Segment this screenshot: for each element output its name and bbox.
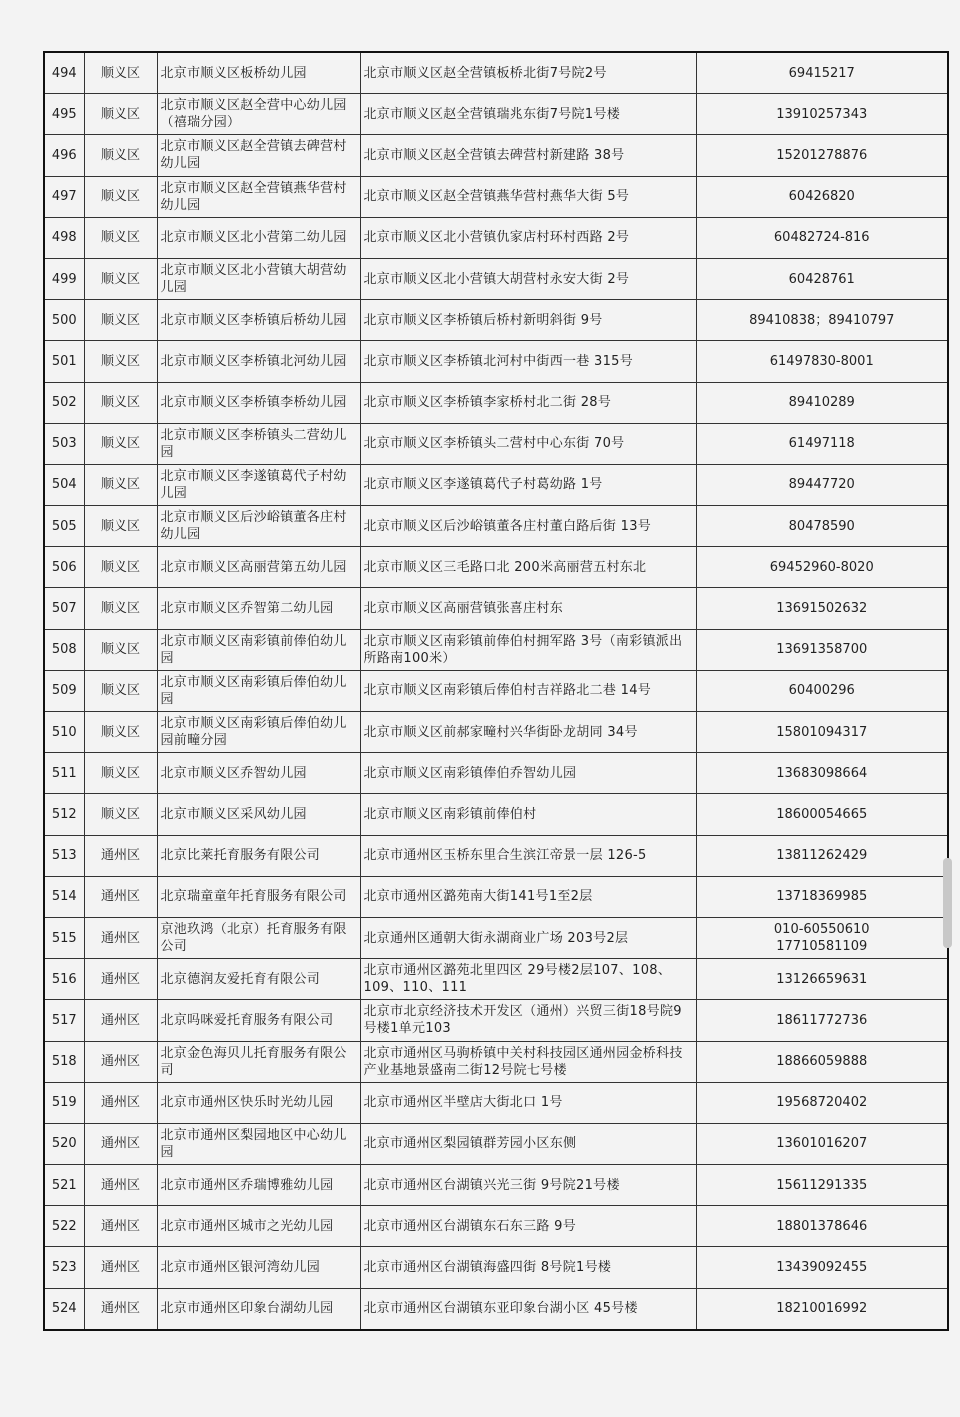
district-cell: 通州区 bbox=[84, 1041, 157, 1082]
phone-cell bbox=[696, 1123, 948, 1164]
phone-cell bbox=[696, 1288, 948, 1330]
phone-cell bbox=[696, 1000, 948, 1041]
phone-cell bbox=[696, 712, 948, 753]
district-cell: 通州区 bbox=[84, 835, 157, 876]
phone-number: 80478590 bbox=[788, 518, 855, 534]
phone-number: 010-60550610 bbox=[773, 922, 870, 938]
phone-number: 17710581109 bbox=[776, 939, 868, 955]
district-cell: 通州区 bbox=[84, 1288, 157, 1330]
phone-number: 15801094317 bbox=[776, 724, 868, 740]
address-cell: 北京市顺义区北小营镇仇家店村环村西路 2号 bbox=[360, 217, 696, 258]
phone-cell bbox=[696, 52, 948, 94]
phone-number: 15201278876 bbox=[776, 147, 868, 163]
table-row bbox=[44, 1206, 948, 1247]
row-number: 508 bbox=[44, 629, 84, 670]
kindergarten-name-cell: 北京市通州区城市之光幼儿园 bbox=[157, 1206, 360, 1247]
row-number: 498 bbox=[44, 217, 84, 258]
row-number: 501 bbox=[44, 341, 84, 382]
address-cell: 北京市顺义区李桥镇后桥村新明斜街 9号 bbox=[360, 300, 696, 341]
district-cell: 顺义区 bbox=[84, 382, 157, 423]
kindergarten-name-cell: 北京金色海贝儿托育服务有限公司 bbox=[157, 1041, 360, 1082]
kindergarten-name-cell: 北京市顺义区赵全营镇燕华营村幼儿园 bbox=[157, 176, 360, 217]
address-cell: 北京市通州区梨园镇群芳园小区东侧 bbox=[360, 1123, 696, 1164]
phone-cell bbox=[696, 753, 948, 794]
phone-number: 89410289 bbox=[788, 395, 855, 411]
row-number: 505 bbox=[44, 506, 84, 547]
kindergarten-name-cell: 北京市顺义区采风幼儿园 bbox=[157, 794, 360, 835]
district-cell: 通州区 bbox=[84, 917, 157, 958]
kindergarten-name-cell: 北京市顺义区乔智幼儿园 bbox=[157, 753, 360, 794]
kindergarten-name-cell: 北京市顺义区高丽营第五幼儿园 bbox=[157, 547, 360, 588]
kindergarten-name-cell: 北京市顺义区板桥幼儿园 bbox=[157, 52, 360, 94]
phone-number: 19568720402 bbox=[776, 1095, 868, 1111]
district-cell: 顺义区 bbox=[84, 423, 157, 464]
address-cell: 北京市通州区半壁店大街北口 1号 bbox=[360, 1082, 696, 1123]
kindergarten-name-cell: 北京市顺义区南彩镇后俸伯幼儿园 bbox=[157, 670, 360, 711]
kindergarten-name-cell: 北京市顺义区李遂镇葛代子村幼儿园 bbox=[157, 464, 360, 505]
phone-cell bbox=[696, 464, 948, 505]
table-row bbox=[44, 300, 948, 341]
phone-cell bbox=[696, 917, 948, 958]
table-row bbox=[44, 670, 948, 711]
row-number: 497 bbox=[44, 176, 84, 217]
phone-cell bbox=[696, 94, 948, 135]
phone-number: 13439092455 bbox=[776, 1260, 868, 1276]
phone-number: 61497830-8001 bbox=[769, 353, 874, 369]
row-number: 523 bbox=[44, 1247, 84, 1288]
district-cell: 顺义区 bbox=[84, 588, 157, 629]
district-cell: 顺义区 bbox=[84, 547, 157, 588]
phone-cell bbox=[696, 258, 948, 299]
kindergarten-name-cell: 北京市顺义区南彩镇前俸伯幼儿园 bbox=[157, 629, 360, 670]
table-row bbox=[44, 423, 948, 464]
phone-number: 60482724-816 bbox=[773, 230, 870, 246]
phone-number: 13683098664 bbox=[776, 765, 868, 781]
row-number: 509 bbox=[44, 670, 84, 711]
address-cell: 北京市通州区玉桥东里合生滨江帝景一层 126-5 bbox=[360, 835, 696, 876]
row-number: 502 bbox=[44, 382, 84, 423]
district-cell: 顺义区 bbox=[84, 217, 157, 258]
table-row bbox=[44, 217, 948, 258]
district-cell: 通州区 bbox=[84, 1206, 157, 1247]
address-cell: 北京市顺义区高丽营镇张喜庄村东 bbox=[360, 588, 696, 629]
address-cell: 北京市顺义区南彩镇前俸伯村 bbox=[360, 794, 696, 835]
address-cell: 北京市通州区台湖镇东石东三路 9号 bbox=[360, 1206, 696, 1247]
district-cell: 顺义区 bbox=[84, 464, 157, 505]
phone-cell bbox=[696, 547, 948, 588]
phone-number: 69452960-8020 bbox=[769, 559, 874, 575]
phone-number: 61497118 bbox=[788, 436, 855, 452]
district-cell: 顺义区 bbox=[84, 258, 157, 299]
address-cell: 北京市通州区台湖镇兴光三街 9号院21号楼 bbox=[360, 1165, 696, 1206]
table-row bbox=[44, 794, 948, 835]
row-number: 512 bbox=[44, 794, 84, 835]
row-number: 495 bbox=[44, 94, 84, 135]
row-number: 500 bbox=[44, 300, 84, 341]
table-body bbox=[44, 52, 948, 1330]
row-number: 511 bbox=[44, 753, 84, 794]
phone-number: 60426820 bbox=[788, 189, 855, 205]
row-number: 517 bbox=[44, 1000, 84, 1041]
district-cell: 顺义区 bbox=[84, 670, 157, 711]
address-cell: 北京市通州区潞苑北里四区 29号楼2层107、108、109、110、111 bbox=[360, 959, 696, 1000]
kindergarten-name-cell: 北京市顺义区李桥镇后桥幼儿园 bbox=[157, 300, 360, 341]
kindergarten-name-cell: 北京市顺义区李桥镇北河幼儿园 bbox=[157, 341, 360, 382]
phone-cell bbox=[696, 217, 948, 258]
row-number: 513 bbox=[44, 835, 84, 876]
phone-cell bbox=[696, 1247, 948, 1288]
phone-cell bbox=[696, 176, 948, 217]
district-cell: 通州区 bbox=[84, 959, 157, 1000]
phone-cell bbox=[696, 1041, 948, 1082]
district-cell: 通州区 bbox=[84, 1247, 157, 1288]
phone-cell bbox=[696, 506, 948, 547]
table-row bbox=[44, 52, 948, 94]
district-cell: 通州区 bbox=[84, 876, 157, 917]
kindergarten-name-cell: 北京吗咪爱托育服务有限公司 bbox=[157, 1000, 360, 1041]
phone-cell bbox=[696, 959, 948, 1000]
kindergarten-name-cell: 北京市顺义区北小营第二幼儿园 bbox=[157, 217, 360, 258]
table-row bbox=[44, 1165, 948, 1206]
phone-cell bbox=[696, 588, 948, 629]
table-row bbox=[44, 712, 948, 753]
kindergarten-name-cell: 北京市顺义区后沙峪镇董各庄村幼儿园 bbox=[157, 506, 360, 547]
district-cell: 顺义区 bbox=[84, 94, 157, 135]
kindergarten-name-cell: 北京市顺义区赵全营中心幼儿园（禧瑞分园） bbox=[157, 94, 360, 135]
phone-number: 18611772736 bbox=[776, 1012, 868, 1028]
address-cell: 北京市顺义区李遂镇葛代子村葛幼路 1号 bbox=[360, 464, 696, 505]
phone-number: 13601016207 bbox=[776, 1136, 868, 1152]
phone-number: 13126659631 bbox=[776, 971, 868, 987]
kindergarten-name-cell: 北京市通州区乔瑞博雅幼儿园 bbox=[157, 1165, 360, 1206]
address-cell: 北京市顺义区赵全营镇瑞兆东街7号院1号楼 bbox=[360, 94, 696, 135]
row-number: 510 bbox=[44, 712, 84, 753]
kindergarten-name-cell: 北京市通州区梨园地区中心幼儿园 bbox=[157, 1123, 360, 1164]
district-cell: 顺义区 bbox=[84, 506, 157, 547]
row-number: 516 bbox=[44, 959, 84, 1000]
kindergarten-name-cell: 北京市顺义区南彩镇后俸伯幼儿园前疃分园 bbox=[157, 712, 360, 753]
district-cell: 通州区 bbox=[84, 1082, 157, 1123]
phone-cell bbox=[696, 382, 948, 423]
table-row bbox=[44, 1041, 948, 1082]
phone-number: 89447720 bbox=[788, 477, 855, 493]
table-row bbox=[44, 917, 948, 958]
row-number: 503 bbox=[44, 423, 84, 464]
kindergarten-name-cell: 北京市顺义区北小营镇大胡营幼儿园 bbox=[157, 258, 360, 299]
phone-number: 13910257343 bbox=[776, 106, 868, 122]
address-cell: 北京市通州区台湖镇海盛四街 8号院1号楼 bbox=[360, 1247, 696, 1288]
table-row bbox=[44, 876, 948, 917]
table-row bbox=[44, 753, 948, 794]
phone-number: 13691358700 bbox=[776, 642, 868, 658]
table-row bbox=[44, 588, 948, 629]
address-cell: 北京市顺义区赵全营镇去碑营村新建路 38号 bbox=[360, 135, 696, 176]
row-number: 522 bbox=[44, 1206, 84, 1247]
table-row bbox=[44, 176, 948, 217]
row-number: 494 bbox=[44, 52, 84, 94]
phone-cell bbox=[696, 1082, 948, 1123]
phone-number: 89410838；89410797 bbox=[749, 312, 895, 328]
kindergarten-table bbox=[43, 51, 949, 1331]
table-row bbox=[44, 464, 948, 505]
row-number: 519 bbox=[44, 1082, 84, 1123]
table-row bbox=[44, 382, 948, 423]
table-row bbox=[44, 629, 948, 670]
table-row bbox=[44, 835, 948, 876]
row-number: 506 bbox=[44, 547, 84, 588]
district-cell: 通州区 bbox=[84, 1123, 157, 1164]
phone-cell bbox=[696, 794, 948, 835]
phone-cell bbox=[696, 876, 948, 917]
row-number: 520 bbox=[44, 1123, 84, 1164]
table-row bbox=[44, 959, 948, 1000]
district-cell: 顺义区 bbox=[84, 176, 157, 217]
district-cell: 顺义区 bbox=[84, 135, 157, 176]
address-cell: 北京市通州区潞苑南大街141号1至2层 bbox=[360, 876, 696, 917]
kindergarten-name-cell: 北京瑞童童年托育服务有限公司 bbox=[157, 876, 360, 917]
address-cell: 北京市顺义区赵全营镇板桥北街7号院2号 bbox=[360, 52, 696, 94]
kindergarten-name-cell: 北京比莱托育服务有限公司 bbox=[157, 835, 360, 876]
address-cell: 北京市顺义区赵全营镇燕华营村燕华大街 5号 bbox=[360, 176, 696, 217]
phone-number: 13691502632 bbox=[776, 601, 868, 617]
table-row bbox=[44, 1288, 948, 1330]
phone-cell bbox=[696, 300, 948, 341]
phone-number: 15611291335 bbox=[776, 1177, 868, 1193]
district-cell: 顺义区 bbox=[84, 794, 157, 835]
district-cell: 顺义区 bbox=[84, 300, 157, 341]
phone-cell bbox=[696, 1206, 948, 1247]
district-cell: 顺义区 bbox=[84, 753, 157, 794]
address-cell: 北京市顺义区李桥镇北河村中街西一巷 315号 bbox=[360, 341, 696, 382]
kindergarten-name-cell: 北京市顺义区李桥镇李桥幼儿园 bbox=[157, 382, 360, 423]
row-number: 521 bbox=[44, 1165, 84, 1206]
district-cell: 顺义区 bbox=[84, 712, 157, 753]
table-row bbox=[44, 94, 948, 135]
district-cell: 通州区 bbox=[84, 1000, 157, 1041]
phone-number: 13811262429 bbox=[776, 848, 868, 864]
row-number: 496 bbox=[44, 135, 84, 176]
phone-cell bbox=[696, 835, 948, 876]
table-row bbox=[44, 1082, 948, 1123]
address-cell: 北京市顺义区后沙峪镇董各庄村董白路后街 13号 bbox=[360, 506, 696, 547]
phone-cell bbox=[696, 670, 948, 711]
row-number: 514 bbox=[44, 876, 84, 917]
address-cell: 北京市顺义区前郝家疃村兴华街卧龙胡同 34号 bbox=[360, 712, 696, 753]
address-cell: 北京市通州区马驹桥镇中关村科技园区通州园金桥科技产业基地景盛南二街12号院七号楼 bbox=[360, 1041, 696, 1082]
table-row bbox=[44, 1123, 948, 1164]
kindergarten-name-cell: 京池玖鸿（北京）托育服务有限公司 bbox=[157, 917, 360, 958]
table-row bbox=[44, 258, 948, 299]
kindergarten-name-cell: 北京市通州区快乐时光幼儿园 bbox=[157, 1082, 360, 1123]
address-cell: 北京市顺义区李桥镇头二营村中心东街 70号 bbox=[360, 423, 696, 464]
phone-cell bbox=[696, 341, 948, 382]
address-cell: 北京市顺义区三毛路口北 200米高丽营五村东北 bbox=[360, 547, 696, 588]
table-row bbox=[44, 547, 948, 588]
phone-number: 18210016992 bbox=[776, 1301, 868, 1317]
row-number: 524 bbox=[44, 1288, 84, 1330]
phone-cell bbox=[696, 423, 948, 464]
address-cell: 北京通州区通朝大街永湖商业广场 203号2层 bbox=[360, 917, 696, 958]
address-cell: 北京市顺义区南彩镇俸伯乔智幼儿园 bbox=[360, 753, 696, 794]
phone-number: 13718369985 bbox=[776, 889, 868, 905]
kindergarten-name-cell: 北京市通州区银河湾幼儿园 bbox=[157, 1247, 360, 1288]
phone-cell bbox=[696, 1165, 948, 1206]
address-cell: 北京市顺义区北小营镇大胡营村永安大街 2号 bbox=[360, 258, 696, 299]
phone-cell bbox=[696, 629, 948, 670]
address-cell: 北京市北京经济技术开发区（通州）兴贸三街18号院9号楼1单元103 bbox=[360, 1000, 696, 1041]
address-cell: 北京市顺义区南彩镇后俸伯村吉祥路北二巷 14号 bbox=[360, 670, 696, 711]
address-cell: 北京市顺义区南彩镇前俸伯村拥军路 3号（南彩镇派出所路南100米） bbox=[360, 629, 696, 670]
row-number: 515 bbox=[44, 917, 84, 958]
row-number: 499 bbox=[44, 258, 84, 299]
row-number: 504 bbox=[44, 464, 84, 505]
district-cell: 顺义区 bbox=[84, 52, 157, 94]
address-cell: 北京市顺义区李桥镇李家桥村北二街 28号 bbox=[360, 382, 696, 423]
table-row bbox=[44, 341, 948, 382]
phone-number: 18600054665 bbox=[776, 806, 868, 822]
kindergarten-name-cell: 北京德润友爱托育有限公司 bbox=[157, 959, 360, 1000]
kindergarten-name-cell: 北京市顺义区赵全营镇去碑营村幼儿园 bbox=[157, 135, 360, 176]
address-cell: 北京市通州区台湖镇东亚印象台湖小区 45号楼 bbox=[360, 1288, 696, 1330]
scrollbar-thumb[interactable] bbox=[943, 858, 952, 948]
phone-number: 69415217 bbox=[788, 65, 855, 81]
table-row bbox=[44, 1000, 948, 1041]
phone-number: 60428761 bbox=[788, 271, 855, 287]
row-number: 518 bbox=[44, 1041, 84, 1082]
kindergarten-name-cell: 北京市顺义区乔智第二幼儿园 bbox=[157, 588, 360, 629]
phone-number: 60400296 bbox=[788, 683, 855, 699]
phone-number: 18866059888 bbox=[776, 1054, 868, 1070]
kindergarten-name-cell: 北京市通州区印象台湖幼儿园 bbox=[157, 1288, 360, 1330]
table-row bbox=[44, 1247, 948, 1288]
table-row bbox=[44, 506, 948, 547]
kindergarten-name-cell: 北京市顺义区李桥镇头二营幼儿园 bbox=[157, 423, 360, 464]
district-cell: 顺义区 bbox=[84, 629, 157, 670]
phone-cell bbox=[696, 135, 948, 176]
table-row bbox=[44, 135, 948, 176]
district-cell: 通州区 bbox=[84, 1165, 157, 1206]
district-cell: 顺义区 bbox=[84, 341, 157, 382]
phone-number: 18801378646 bbox=[776, 1218, 868, 1234]
row-number: 507 bbox=[44, 588, 84, 629]
